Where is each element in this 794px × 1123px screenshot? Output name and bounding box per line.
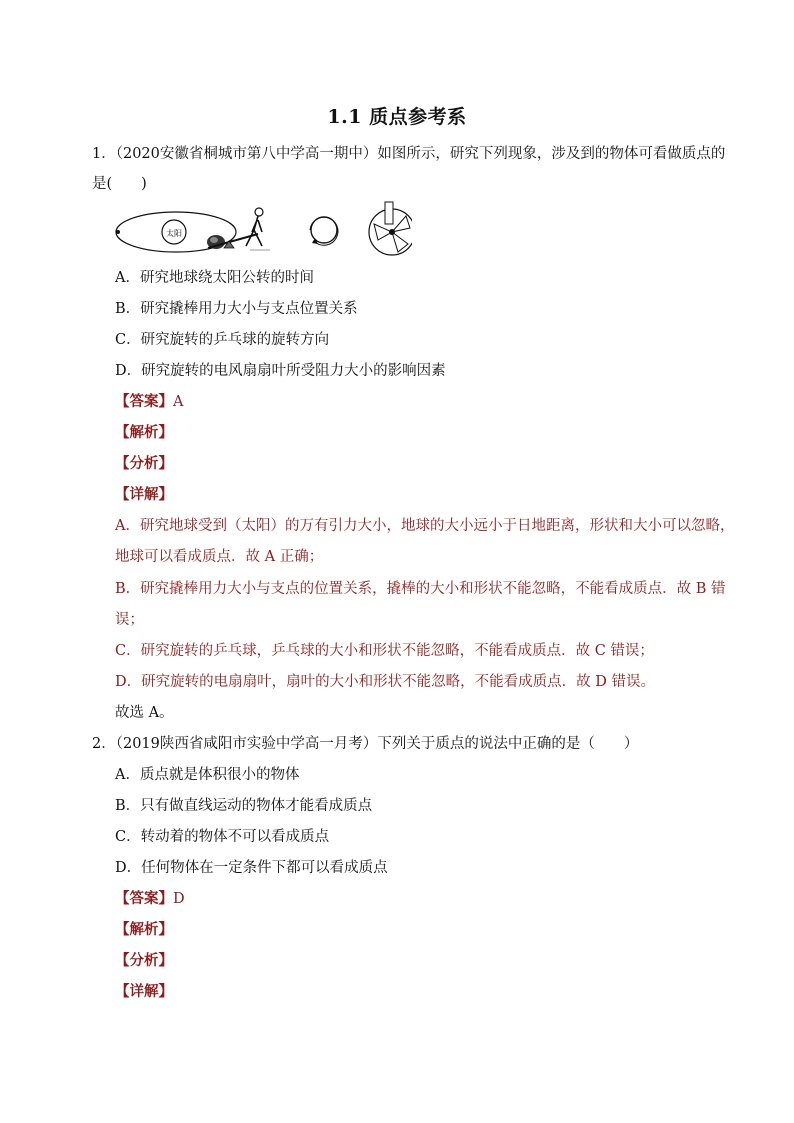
q1-detail-tag: 【详解】 (115, 486, 173, 503)
q1-detail-line: C．研究旋转的乒乓球，乒乓球的大小和形状不能忽略，不能看成质点．故 C 错误； (115, 643, 654, 659)
q1-figure (112, 200, 412, 262)
answer-tag: 【答案】 (115, 393, 173, 410)
q1-detail-line: B．研究撬棒用力大小与支点的位置关系，撬棒的大小和形状不能忽略，不能看成质点．故 B 错 (115, 581, 726, 597)
q1-detail-line: 地球可以看成质点．故 A 正确； (115, 549, 324, 565)
q1-figure-svg (112, 200, 412, 262)
q1-detail-line: D．研究旋转的电扇扇叶，扇叶的大小和形状不能忽略，不能看成质点．故 D 错误。 (115, 674, 655, 690)
answer-value: A (173, 394, 184, 410)
q1-stem-line2: 是( ) (92, 176, 147, 192)
fan-illustration (369, 202, 412, 255)
q1-detail-line: A．研究地球受到（太阳）的万有引力大小，地球的大小远小于日地距离，形状和大小可以忽略， (115, 518, 735, 534)
q1-option-a: A．研究地球绕太阳公转的时间 (115, 270, 314, 286)
q2-detail-tag: 【详解】 (115, 983, 173, 1000)
q2-fenxi-tag: 【分析】 (115, 952, 173, 969)
q2-stem-line1: 2．（2019陕西省咸阳市实验中学高一月考）下列关于质点的说法中正确的是（ ） (92, 736, 639, 752)
q2-option-d: D．任何物体在一定条件下都可以看成质点 (115, 860, 388, 876)
q1-detail-line: 误； (115, 612, 144, 628)
q2-option-b: B．只有做直线运动的物体才能看成质点 (115, 798, 373, 814)
q1-fenxi-tag: 【分析】 (115, 455, 173, 472)
q1-option-b: B．研究撬棒用力大小与支点位置关系 (115, 301, 358, 317)
spinning-ball-illustration (310, 217, 338, 245)
q1-stem-line1: 1．（2020安徽省桐城市第八中学高一期中）如图所示，研究下列现象，涉及到的物体可看做质点的 (92, 146, 726, 162)
answer-tag: 【答案】 (115, 890, 173, 907)
q1-conclusion: 故选 A。 (115, 705, 174, 721)
q2-analysis-tag: 【解析】 (115, 921, 173, 938)
q1-option-d: D．研究旋转的电风扇扇叶所受阻力大小的影响因素 (115, 363, 446, 379)
q2-option-a: A．质点就是体积很小的物体 (115, 767, 300, 783)
q1-answer (115, 392, 183, 412)
q2-option-c: C．转动着的物体不可以看成质点 (115, 829, 330, 845)
q2-answer (115, 889, 185, 909)
sun-label: 太阳 (166, 229, 182, 238)
answer-value: D (173, 891, 185, 907)
q1-analysis-tag: 【解析】 (115, 424, 173, 441)
q1-option-c: C．研究旋转的乒乓球的旋转方向 (115, 332, 330, 348)
lever-illustration (207, 208, 270, 250)
page-title: 1.1 质点参考系 (327, 106, 467, 128)
